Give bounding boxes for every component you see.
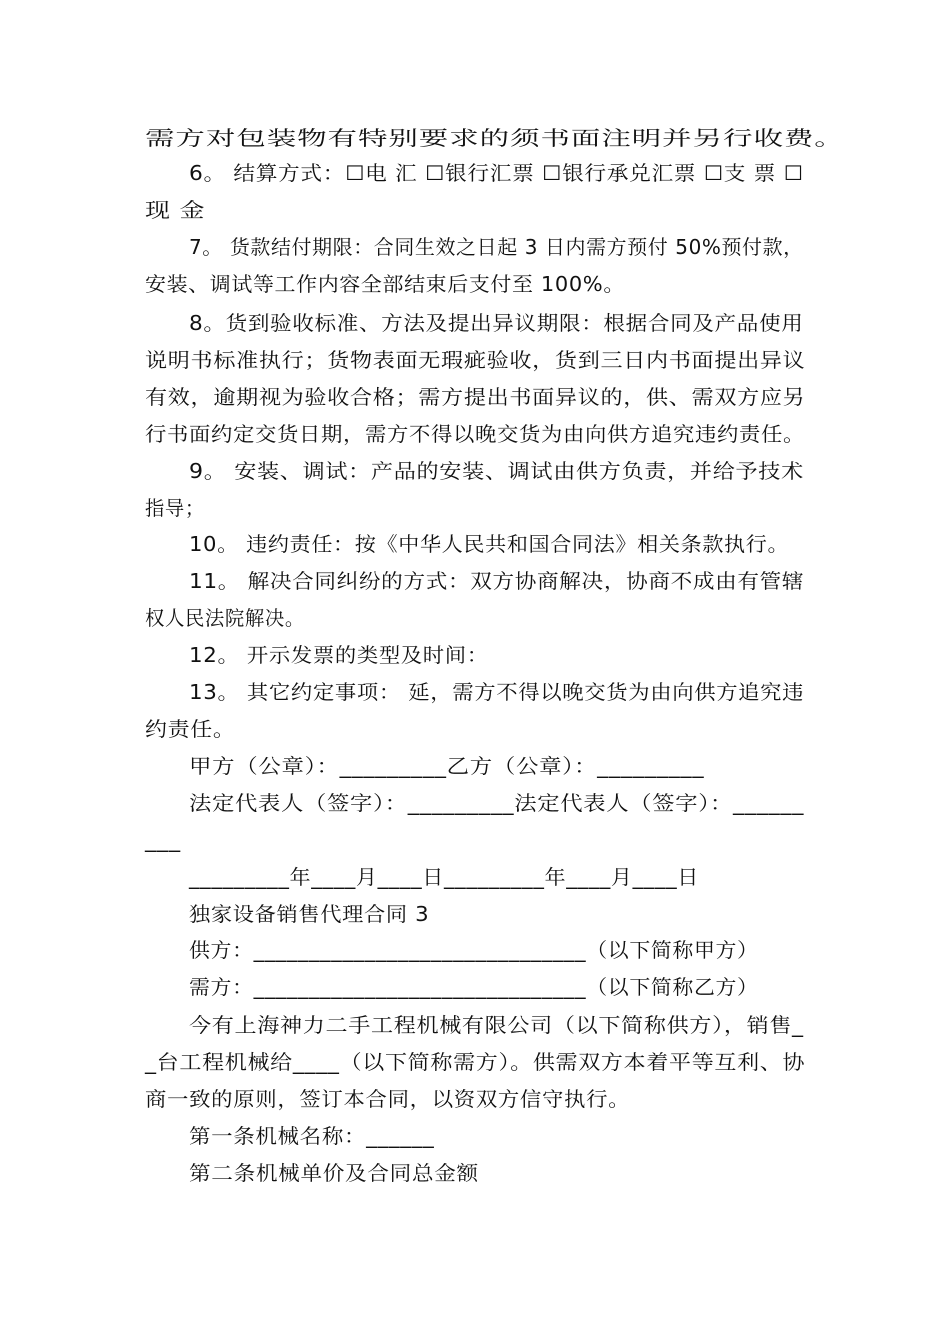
signature-line: 法定代表人（签字）：_________法定代表人（签字）：______ [189,791,805,815]
para-line: 8。货到验收标准、方法及提出异议期限：根据合同及产品使用 [189,311,804,335]
para-line: 9。 安装、调试：产品的安装、调试由供方负责，并给予技术 [189,459,804,483]
date-line: _________年____月____日_________年____月____日 [189,865,699,889]
para-line: 约责任。 [145,717,236,741]
para-line: 11。 解决合同纠纷的方式：双方协商解决，协商不成由有管辖 [189,569,805,593]
para-line: 7。 货款结付期限：合同生效之日起 3 日内需方预付 50%预付款， [189,235,804,259]
para-line: 今有上海神力二手工程机械有限公司（以下简称供方），销售_ [189,1013,804,1037]
article-line: 第二条机械单价及合同总金额 [189,1161,479,1185]
signature-line: 甲方（公章）：_________乙方（公章）：_________ [189,754,705,778]
para-line: 10。 违约责任：按《中华人民共和国合同法》相关条款执行。 [189,532,790,556]
para-line: 行书面约定交货日期，需方不得以晚交货为由向供方追究违约责任。 [145,422,806,446]
para-line: 指导； [145,496,205,520]
para-line: 商一致的原则，签订本合同，以资双方信守执行。 [145,1087,631,1111]
buyer-line: 需方：______________________________（以下简称乙方） [189,975,759,999]
para-line: 有效，逾期视为验收合格；需方提出书面异议的，供、需双方应另 [145,385,806,409]
article-line: 第一条机械名称：______ [189,1124,435,1148]
para-line: 13。 其它约定事项： 延，需方不得以晚交货为由向供方追究违 [189,680,805,704]
para-line: _台工程机械给____（以下简称需方）。供需双方本着平等互利、协 [145,1050,806,1074]
para-line: 说明书标准执行；货物表面无瑕疵验收，货到三日内书面提出异议 [145,348,806,372]
para-line: 12。 开示发票的类型及时间： [189,643,489,667]
contract-title: 独家设备销售代理合同 3 [189,902,430,926]
para-line: 现 金 [145,198,206,222]
signature-line: ___ [145,828,181,852]
para-line: 安装、调试等工作内容全部结束后支付至 100%。 [145,272,625,296]
para-line: 6。 结算方式：☐电 汇 ☐银行汇票 ☐银行承兑汇票 ☐支 票 ☐ [189,161,804,185]
supplier-line: 供方：______________________________（以下简称甲方） [189,938,759,962]
para-line: 需方对包装物有特别要求的须书面注明并另行收费。 [145,126,845,150]
para-line: 权人民法院解决。 [145,606,305,630]
